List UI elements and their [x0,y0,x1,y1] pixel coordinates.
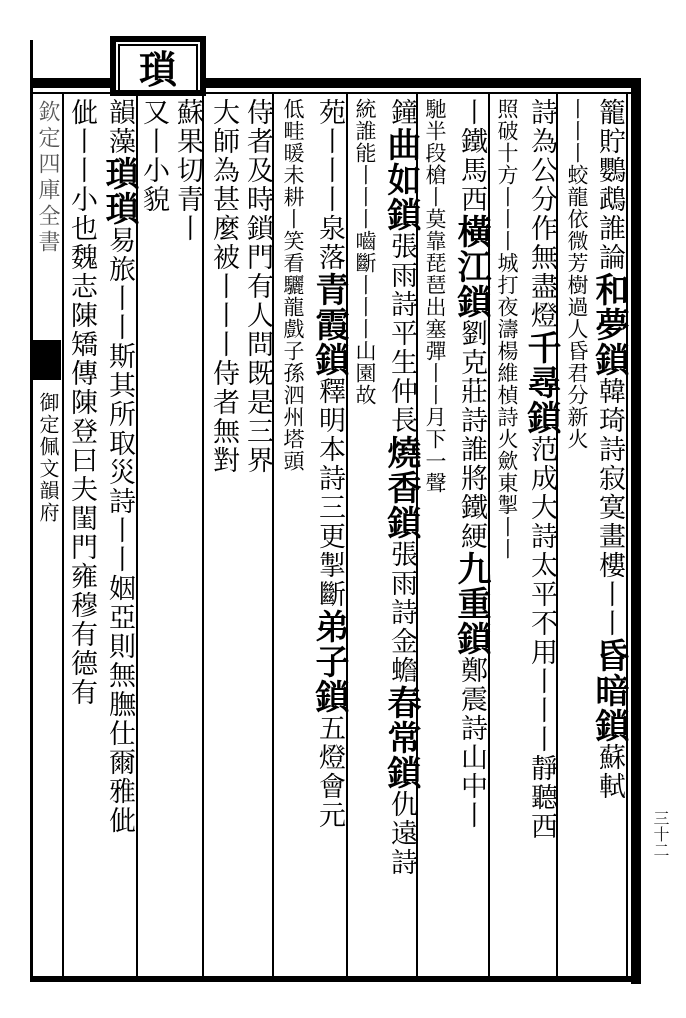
column-text: 城打夜濤楊維楨詩火歛東掣丨丨 [495,252,519,560]
text-column [381,98,421,970]
column-text: 張雨詩平生仲長 [386,232,417,435]
text-column [138,98,168,970]
text-column [278,98,304,970]
volume-title: 御定佩文韻府 [36,392,60,524]
text-column [451,98,491,970]
column-text: 統誰能丨丨丨 [353,98,377,230]
frame-left-top-inner-border [30,92,110,94]
column-text: 仇遠詩 [386,790,417,877]
frame-top-inner-border [205,92,641,94]
column-text: 范成大詩太平不用丨丨丨 [526,435,557,754]
entry-heading: 橫江鎖 [451,214,491,319]
frame-bottom-border [30,976,641,982]
entry-heading: 青霞鎖 [309,272,349,377]
text-column [350,98,376,970]
fishtail-mark [33,340,61,380]
text-column [492,98,518,970]
text-column [168,98,202,970]
text-column [96,98,139,970]
entry-heading: 弟子鎖 [309,609,349,714]
column-text: 丨笑看驪龍戲子孫 [281,208,305,384]
column-text: 大師為甚麼被丨丨丨侍者無對 [208,98,239,475]
frame-top-border [205,78,641,88]
column-text: 鄭震詩山中丨 [456,656,487,830]
text-column [420,98,446,970]
column-text: 釋明本詩三更掣斷 [314,377,345,609]
entry-heading: 曲如鎖 [381,127,421,232]
column-text: 蘇軾 [594,743,625,801]
text-column [309,98,349,970]
frame-left-border [30,40,33,982]
entry-heading: 千尋鎖 [521,330,561,435]
column-text: 又丨小貌 [138,98,169,214]
column-text: 照破十方丨丨丨 [495,98,519,252]
column-text: 詩為公分作無盡燈 [526,98,557,330]
entry-heading: 燒香鎖 [381,435,421,540]
column-text: 五燈會元 [314,714,345,830]
entry-heading: 和夢鎖 [589,272,629,377]
column-text: 嚙斷丨丨丨 [353,230,377,340]
entry-heading: 九重鎖 [451,551,491,656]
column-text: 易旅丨丨斯其所取災詩丨丨姻亞則無膴仕爾雅佌 [104,226,135,835]
text-column [64,98,96,970]
column-rule [346,94,348,976]
column-text: 丨丨丨蛟龍 [565,98,589,208]
column-text: 丨莫靠琵琶出塞彈 [423,186,447,362]
column-text: 靜聽西 [526,754,557,841]
head-word: 瑣 [138,47,177,92]
column-text: 蘇果切青丨 [172,98,203,243]
column-text: 韓琦詩寂寞畫樓丨丨 [594,377,625,638]
page-number: 三十二 [651,810,670,858]
frame-right-inner-border [626,92,628,980]
column-text: 劉克莊詩誰將鐵綆 [456,319,487,551]
text-column [562,98,588,970]
column-text: 侍者及時鎖門有人問既是三界 [242,98,273,475]
frame-left-top-border [30,78,110,88]
text-column [589,98,629,970]
column-text: 丨丨月下一聲 [423,362,447,494]
column-text: 馳半段槍 [423,98,447,186]
column-text: 低畦暖未耕 [281,98,305,208]
column-text: 泗州塔頭 [281,384,305,472]
text-column [204,98,238,970]
column-text: 韻藻 [104,98,135,156]
column-text: 苑丨丨丨泉落 [314,98,345,272]
column-text: 山園故 [353,340,377,406]
text-column [521,98,561,970]
text-column [238,98,272,970]
entry-heading: 昏暗鎖 [589,638,629,743]
entry-heading: 瑣瑣 [99,156,139,226]
column-text: 君分新火 [565,362,589,450]
column-text: 鐘 [386,98,417,127]
column-text: 佌丨丨小也魏志陳矯傳陳登曰夫閨門雍穆有德有 [66,98,97,707]
column-text: 依微芳樹過人昏 [565,208,589,362]
column-text: 丨鐵馬西 [456,98,487,214]
book-title: 欽定四庫全書 [35,100,60,256]
column-text: 籠貯鸚鵡誰論 [594,98,625,272]
column-text: 張雨詩金蟾 [386,540,417,685]
entry-heading: 春常鎖 [381,685,421,790]
